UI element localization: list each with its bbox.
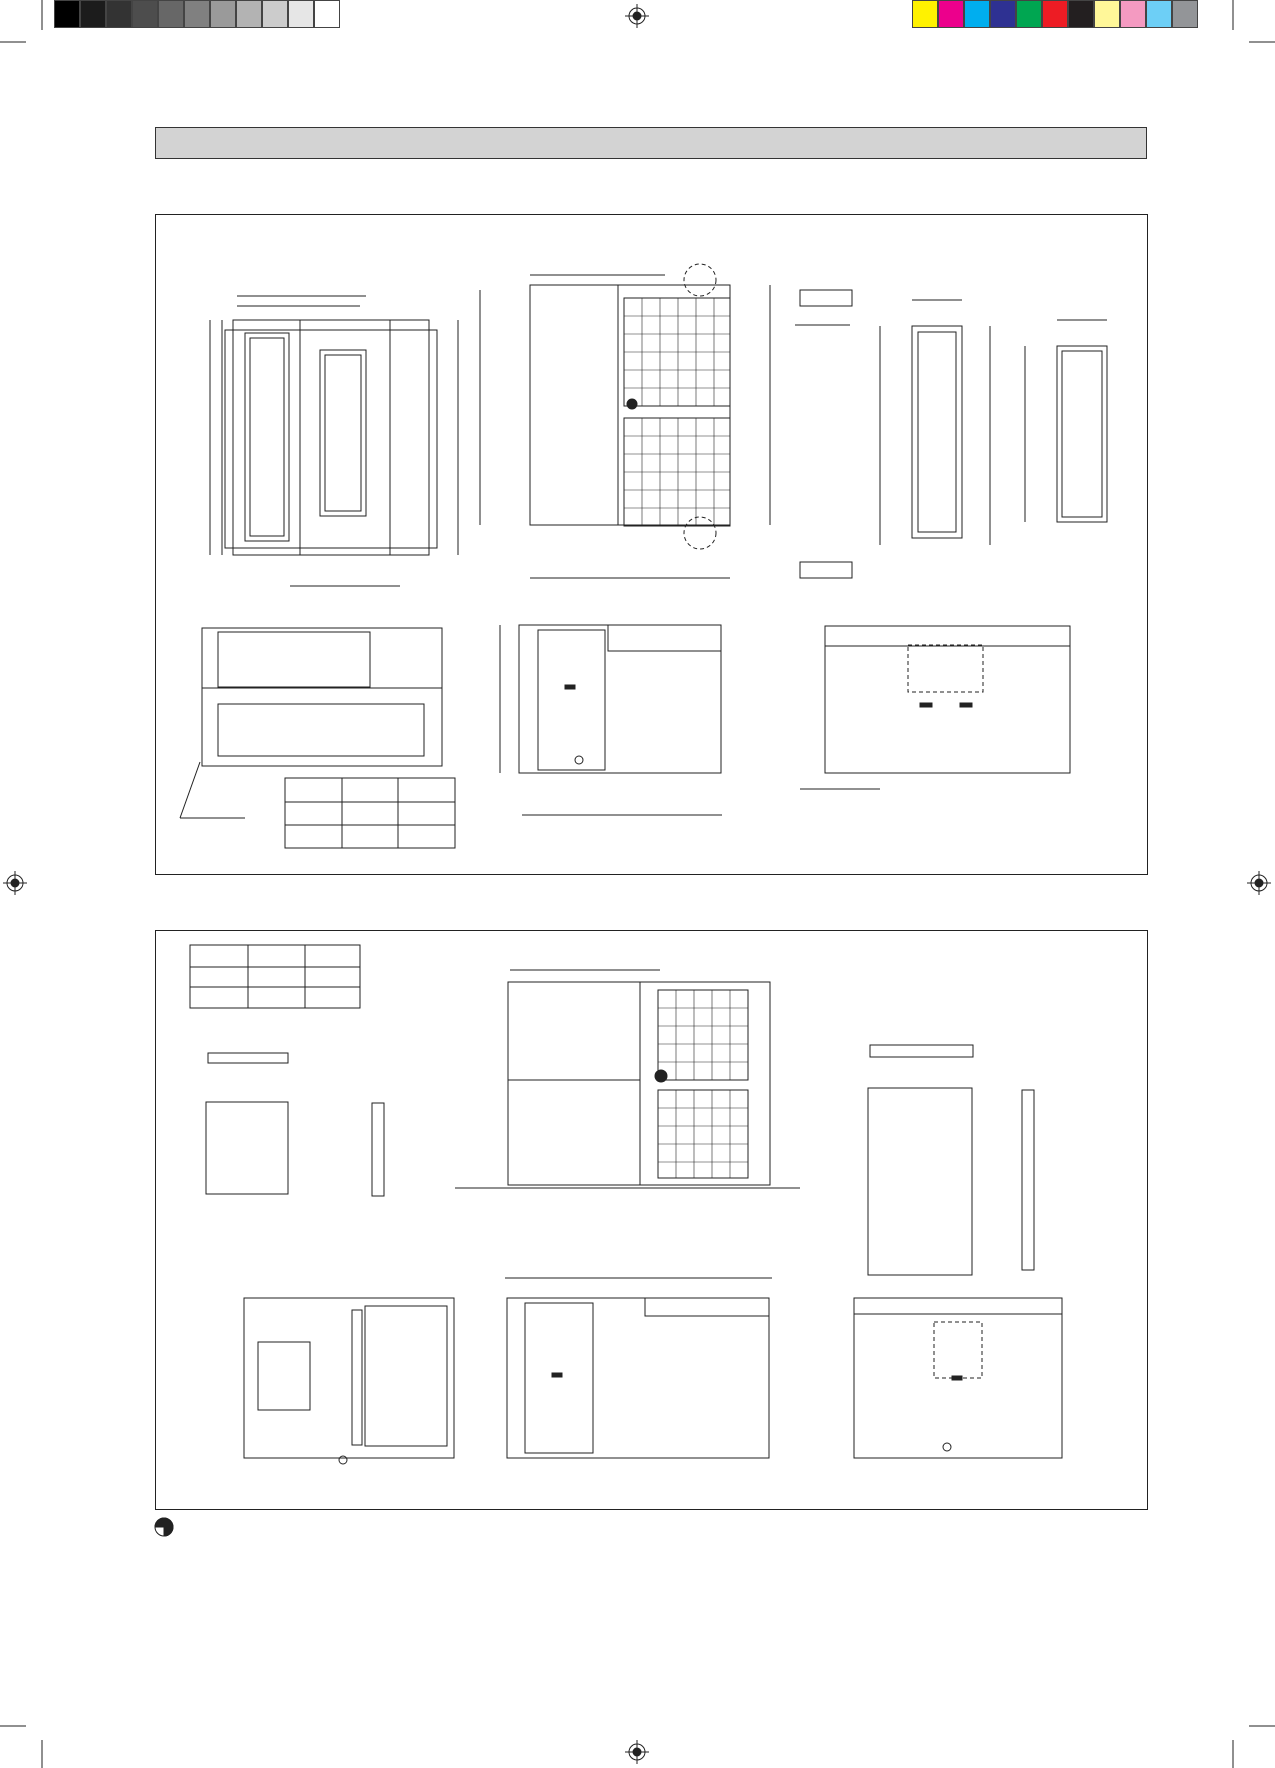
view-cover-plate bbox=[206, 1053, 384, 1196]
view-flange-detail-a bbox=[880, 300, 990, 545]
spec-table bbox=[285, 778, 455, 848]
view-duct-flange-front bbox=[210, 296, 458, 586]
view-top-plan bbox=[480, 264, 770, 578]
view-side-elevation-bottom bbox=[505, 1278, 772, 1458]
spec-table-bottom bbox=[190, 945, 360, 1008]
registration-mark-icon bbox=[625, 1740, 649, 1764]
registration-mark-icon bbox=[1247, 871, 1271, 895]
view-flange-detail-b bbox=[1025, 320, 1107, 522]
view-side-panel-bottom bbox=[868, 1045, 1034, 1275]
view-bracket-detail bbox=[795, 290, 852, 578]
view-side-elevation bbox=[500, 625, 722, 815]
half-filled-circle-icon bbox=[155, 1518, 173, 1536]
view-front-elevation bbox=[180, 628, 442, 818]
view-rear-elevation bbox=[800, 626, 1070, 789]
view-front-elevation-bottom bbox=[244, 1298, 454, 1464]
view-plan-bottom bbox=[455, 970, 800, 1188]
registration-mark-icon bbox=[3, 871, 27, 895]
view-rear-elevation-bottom bbox=[854, 1298, 1062, 1458]
registration-mark-icon bbox=[625, 4, 649, 28]
